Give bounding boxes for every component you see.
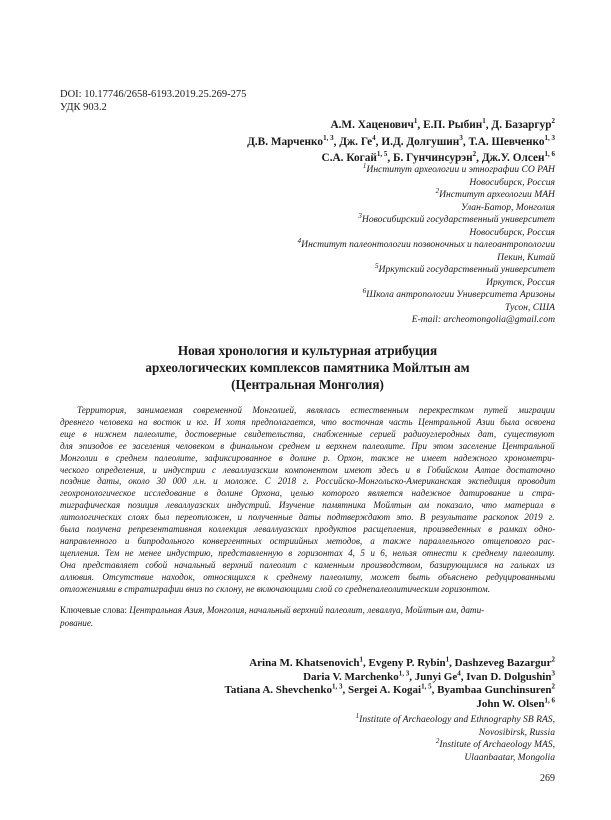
author-name: А.М. Хаценович <box>330 119 414 131</box>
author-line: Arina M. Khatsenovich$^1$, Evgeny P. Rybin$^1$, Dashzeveg Bazargur$^2$ <box>249 655 555 669</box>
affiliation-place: Новосибирск, Россия <box>469 176 555 188</box>
author-name: Д.В. Марченко <box>247 135 324 148</box>
keywords <box>60 604 555 629</box>
affiliation-number: 1 <box>362 161 367 170</box>
abstract-line: щепления. Тем не менее индустрию, представленную в горизонтах 4, 5 и 6, нельзя отнести к среднему палеолиту. <box>60 547 555 558</box>
affiliation-org: $^5$Иркутский государственный университет <box>375 261 555 275</box>
authors-russian <box>247 117 555 167</box>
article-title <box>60 342 555 393</box>
author-name: Д. Базаргур <box>491 119 552 131</box>
author-name: Daria V. Marchenko <box>303 670 399 683</box>
affiliation-place: Улан-Батор, Монголия <box>461 201 555 213</box>
author-name: Dashzeveg Bazargur <box>454 657 552 669</box>
abstract-line: для эпизодов ее заселения человеком в финальном среднем и верхнем палеолите. При этом заселение Центральной <box>60 440 555 451</box>
abstract-line: отложениями в стратиграфии вниз по склону, не включающими слой со среднепалеолитическим горизонтом. <box>60 583 490 594</box>
affiliations-english <box>355 711 555 764</box>
affiliation-marker: 3 <box>459 133 463 142</box>
abstract-line: еще в нижнем палеолите, достоверные свидетельства, снабженные серией радиоуглеродных дат, существуют <box>60 428 555 439</box>
abstract-line: геохронологическое исследование в долине Орхона, целью которого является надежное датирование и стра- <box>60 488 555 499</box>
affiliation-marker: 1, 3 <box>398 668 410 677</box>
affiliation-marker: 1, 6 <box>544 696 555 705</box>
affiliation-number: 3 <box>358 211 362 220</box>
affiliation-org: $^1$Institute of Archaeology and Ethnography SB RAS, <box>355 711 555 725</box>
author-name: Т.А. Шевченко <box>468 135 545 148</box>
affiliation-org: $^2$Институт археологии МАН <box>435 186 555 200</box>
affiliation-marker: 4 <box>457 668 461 677</box>
abstract-line: древнего человека на восток и юг. И хотя предполагается, что восточная часть Центральной Азии была освоена <box>60 416 555 427</box>
affiliation-marker: 1, 6 <box>544 150 555 159</box>
author-name: Junyi Ge <box>414 670 458 683</box>
affiliation-place: Новосибирск, Россия <box>469 226 555 238</box>
abstract-line: была получена репрезентативная коллекция леваллуазских продуктов расщепления, произведенных в рамках одно- <box>60 524 555 535</box>
author-name: И.Д. Долгушин <box>381 135 460 148</box>
abstract-line: ческого определения, и индустрии с леваллуазским компонентом имеют здесь и в Гобийском Алтае достаточно <box>60 464 555 475</box>
abstract-line: Монголии в среднем палеолите, зафиксированное в долине р. Орхон, также не имеет надежного хронометри- <box>60 452 555 463</box>
author-name: Byambaa Gunchinsuren <box>437 684 552 697</box>
affiliation-org: $^6$Школа антропологии Университета Аризоны <box>362 286 555 300</box>
title-line: Новая хронология и культурная атрибуция <box>177 343 438 358</box>
keywords-label: Ключевые слова: <box>60 605 127 615</box>
author-line: Д.В. Марченко$^{1, 3}$, Дж. $Ге^4$, И.Д. Долгушин$^3$, Т.А. Шевченко$^{1, 3}$ <box>247 133 555 148</box>
abstract-line: аллювия. Отсутствие находок, относящихся к среднему палеолиту, может быть объяснено редуцированными <box>60 571 555 582</box>
author-line: Tatiana A. Shevchenko$^{1, 3}$, Sergei A. Kogai$^{1, 5}$, Byambaa Gunchinsuren$^2$ <box>224 682 555 697</box>
author-name: Tatiana A. Shevchenko <box>224 684 333 697</box>
abstract-line: тиграфическая позиция леваллуазских индустрий. Изучение памятника Мойлтын ам показало, что материал в <box>60 500 555 511</box>
author-line: А.М. Хаценович$^1$, Е.П. Рыбин$^1$, Д. Базаргур$^2$ <box>330 117 555 131</box>
author-name: Дж.У. Олсен <box>481 152 545 164</box>
abstract-line: литологических слоях был переотложен, и полученные даты подтверждают это. В результате раскопок 2019 г. <box>60 512 555 523</box>
title-line: (Центральная Монголия) <box>231 377 384 392</box>
affiliation-number: 1 <box>355 711 360 720</box>
affiliation-place: Тусон, США <box>504 301 555 313</box>
contact-email: E-mail: archeomongolia@gmail.com <box>411 314 555 325</box>
affiliation-org: $^1$Институт археологии и этнографии СО РАН <box>362 161 555 175</box>
abstract-line: Она представляет собой начальный верхний палеолит с каменным производством, базирующимся на гальках из <box>60 559 555 570</box>
page-number: 269 <box>540 773 555 784</box>
author-name: John W. Olsen <box>476 697 545 710</box>
author-name: Дж. Ге <box>339 135 373 148</box>
author-name: Б. Гунчинсурэн <box>393 152 473 164</box>
affiliation-number: 5 <box>375 261 379 270</box>
author-name: Е.П. Рыбин <box>423 119 483 131</box>
affiliation-marker: 1 <box>482 117 486 126</box>
author-name: Sergei A. Kogai <box>348 684 422 697</box>
keywords-values-continued: рование. <box>60 617 94 628</box>
keywords-values: Центральная Азия, Монголия, начальный верхний палеолит, леваллуа, Мойлтын ам, дати- <box>129 605 485 615</box>
affiliation-marker: 2 <box>551 682 555 691</box>
affiliation-marker: 2 <box>472 150 477 159</box>
affiliation-marker: 1 <box>445 655 450 664</box>
affiliation-place: Ulaanbaatar, Mongolia <box>464 751 555 763</box>
affiliation-number: 2 <box>435 186 440 195</box>
affiliation-marker: 2 <box>551 117 555 126</box>
author-name: Evgeny P. Rybin <box>368 657 446 669</box>
author-line: С.А. Когай$^{1, 5}$, Б. Гунчинсурэн$^2$, Дж.У. Олсен$^{1, 6}$ <box>321 150 555 164</box>
affiliations-russian <box>297 161 555 327</box>
udk-code: УДК 903.2 <box>60 102 107 113</box>
affiliation-marker: 1, 3 <box>323 133 334 142</box>
affiliation-marker: 1 <box>413 117 418 126</box>
author-name: С.А. Когай <box>321 152 377 164</box>
title-line: археологических комплексов памятника Мойлтын ам <box>145 360 470 375</box>
authors-english <box>225 657 555 711</box>
affiliation-marker: 1, 3 <box>544 133 555 142</box>
abstract-line: поздние даты, около 30 000 л.н. и моложе. С 2018 г. Российско-Монгольско-Американская экспедиция проводит <box>60 476 555 487</box>
affiliation-number: 6 <box>362 286 367 295</box>
affiliation-marker: 1, 5 <box>376 150 388 159</box>
affiliation-marker: 1 <box>359 655 363 664</box>
affiliation-marker: 1, 5 <box>421 682 432 691</box>
author-name: Ivan D. Dolgushin <box>466 670 552 683</box>
affiliation-org: $^3$Новосибирский государственный университет <box>358 211 555 225</box>
affiliation-place: Иркутск, Россия <box>485 276 555 288</box>
author-name: Arina M. Khatsenovich <box>249 657 360 669</box>
affiliation-number: 4 <box>297 236 302 245</box>
affiliation-marker: 4 <box>372 133 376 142</box>
affiliation-place: Пекин, Китай <box>497 251 555 263</box>
doi: DOI: 10.17746/2658-6193.2019.25.269-275 <box>60 89 247 100</box>
affiliation-marker: 3 <box>551 668 555 677</box>
abstract-line: направленного и бипродольного конвергентных остриийных методов, а также параллельного отщепового рас- <box>60 535 555 546</box>
abstract <box>60 405 555 596</box>
affiliation-marker: 2 <box>551 655 555 664</box>
affiliation-marker: 1, 3 <box>332 682 343 691</box>
author-line: Daria V. Marchenko$^{1, 3}$, Junyi Ge$^4$, Ivan D. Dolgushin$^3$ <box>303 668 555 683</box>
affiliation-place: Novosibirsk, Russia <box>478 726 555 738</box>
affiliation-org: $^2$Institute of Archaeology MAS, <box>435 736 555 750</box>
affiliation-number: 2 <box>435 736 440 745</box>
abstract-line: Территория, занимаемая современной Монголией, являлась естественным перекрестком путей миграции <box>77 405 555 415</box>
affiliation-org: $^4$Институт палеонтологии позвоночных и палеоантропологии <box>297 236 555 250</box>
author-line <box>225 698 555 712</box>
